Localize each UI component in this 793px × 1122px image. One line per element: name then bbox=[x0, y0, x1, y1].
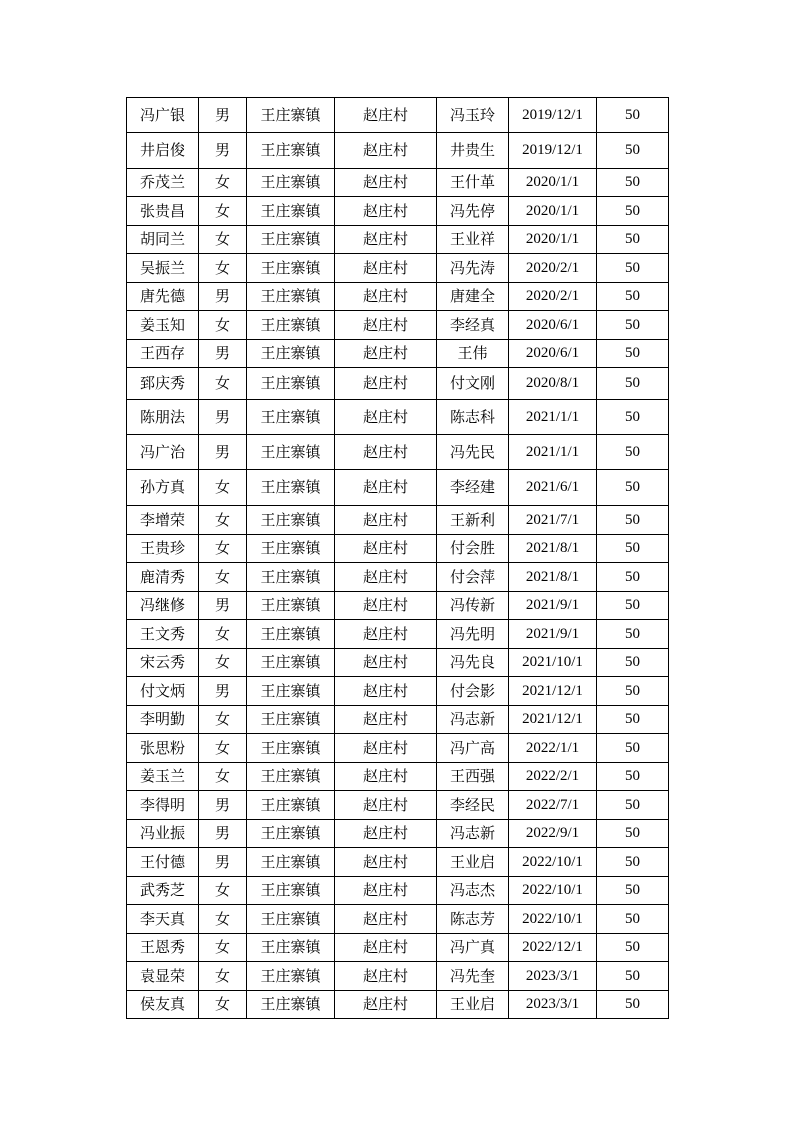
cell-start-date: 2019/12/1 bbox=[509, 133, 597, 169]
cell-village: 赵庄村 bbox=[335, 470, 437, 506]
cell-start-date: 2020/2/1 bbox=[509, 254, 597, 283]
cell-amount: 50 bbox=[597, 592, 669, 620]
cell-guardian: 陈志科 bbox=[437, 400, 509, 435]
cell-town: 王庄寨镇 bbox=[247, 820, 335, 848]
cell-name: 唐先德 bbox=[127, 283, 199, 311]
cell-name: 李增荣 bbox=[127, 506, 199, 535]
cell-gender: 女 bbox=[199, 620, 247, 649]
cell-village: 赵庄村 bbox=[335, 991, 437, 1019]
cell-amount: 50 bbox=[597, 535, 669, 563]
cell-village: 赵庄村 bbox=[335, 934, 437, 962]
cell-town: 王庄寨镇 bbox=[247, 169, 335, 197]
cell-name: 郅庆秀 bbox=[127, 368, 199, 400]
cell-name: 乔茂兰 bbox=[127, 169, 199, 197]
cell-gender: 女 bbox=[199, 734, 247, 763]
cell-town: 王庄寨镇 bbox=[247, 991, 335, 1019]
cell-village: 赵庄村 bbox=[335, 169, 437, 197]
table-row bbox=[127, 226, 669, 254]
table-row bbox=[127, 197, 669, 226]
cell-town: 王庄寨镇 bbox=[247, 563, 335, 592]
cell-village: 赵庄村 bbox=[335, 962, 437, 991]
cell-village: 赵庄村 bbox=[335, 649, 437, 677]
cell-amount: 50 bbox=[597, 400, 669, 435]
cell-start-date: 2020/1/1 bbox=[509, 226, 597, 254]
cell-name: 王付德 bbox=[127, 848, 199, 877]
cell-town: 王庄寨镇 bbox=[247, 848, 335, 877]
cell-village: 赵庄村 bbox=[335, 400, 437, 435]
cell-guardian: 冯先良 bbox=[437, 649, 509, 677]
cell-gender: 女 bbox=[199, 991, 247, 1019]
cell-name: 井启俊 bbox=[127, 133, 199, 169]
cell-name: 胡同兰 bbox=[127, 226, 199, 254]
table-row bbox=[127, 905, 669, 934]
cell-guardian: 王新利 bbox=[437, 506, 509, 535]
cell-village: 赵庄村 bbox=[335, 734, 437, 763]
cell-town: 王庄寨镇 bbox=[247, 254, 335, 283]
cell-name: 鹿清秀 bbox=[127, 563, 199, 592]
cell-amount: 50 bbox=[597, 98, 669, 133]
cell-start-date: 2020/6/1 bbox=[509, 340, 597, 368]
cell-town: 王庄寨镇 bbox=[247, 877, 335, 905]
cell-town: 王庄寨镇 bbox=[247, 592, 335, 620]
cell-gender: 女 bbox=[199, 169, 247, 197]
cell-amount: 50 bbox=[597, 133, 669, 169]
cell-name: 陈朋法 bbox=[127, 400, 199, 435]
cell-village: 赵庄村 bbox=[335, 368, 437, 400]
table-row bbox=[127, 563, 669, 592]
cell-village: 赵庄村 bbox=[335, 848, 437, 877]
cell-amount: 50 bbox=[597, 820, 669, 848]
table-row bbox=[127, 535, 669, 563]
cell-start-date: 2021/6/1 bbox=[509, 470, 597, 506]
cell-name: 武秀芝 bbox=[127, 877, 199, 905]
cell-village: 赵庄村 bbox=[335, 340, 437, 368]
cell-town: 王庄寨镇 bbox=[247, 791, 335, 820]
cell-village: 赵庄村 bbox=[335, 820, 437, 848]
cell-guardian: 冯先停 bbox=[437, 197, 509, 226]
cell-town: 王庄寨镇 bbox=[247, 435, 335, 470]
cell-guardian: 王业启 bbox=[437, 848, 509, 877]
cell-village: 赵庄村 bbox=[335, 311, 437, 340]
cell-amount: 50 bbox=[597, 905, 669, 934]
cell-amount: 50 bbox=[597, 706, 669, 734]
cell-guardian: 王西强 bbox=[437, 763, 509, 791]
cell-start-date: 2022/9/1 bbox=[509, 820, 597, 848]
cell-amount: 50 bbox=[597, 254, 669, 283]
cell-guardian: 王什革 bbox=[437, 169, 509, 197]
cell-guardian: 井贵生 bbox=[437, 133, 509, 169]
cell-guardian: 冯传新 bbox=[437, 592, 509, 620]
table-row bbox=[127, 98, 669, 133]
cell-town: 王庄寨镇 bbox=[247, 706, 335, 734]
cell-name: 姜玉知 bbox=[127, 311, 199, 340]
table-row bbox=[127, 283, 669, 311]
cell-village: 赵庄村 bbox=[335, 791, 437, 820]
table-row bbox=[127, 877, 669, 905]
cell-start-date: 2022/1/1 bbox=[509, 734, 597, 763]
cell-town: 王庄寨镇 bbox=[247, 340, 335, 368]
table-row bbox=[127, 340, 669, 368]
cell-gender: 女 bbox=[199, 311, 247, 340]
cell-name: 李明勤 bbox=[127, 706, 199, 734]
cell-town: 王庄寨镇 bbox=[247, 98, 335, 133]
cell-town: 王庄寨镇 bbox=[247, 962, 335, 991]
table-row bbox=[127, 991, 669, 1019]
cell-guardian: 李经建 bbox=[437, 470, 509, 506]
cell-amount: 50 bbox=[597, 848, 669, 877]
cell-start-date: 2021/9/1 bbox=[509, 592, 597, 620]
cell-amount: 50 bbox=[597, 169, 669, 197]
cell-start-date: 2020/8/1 bbox=[509, 368, 597, 400]
cell-amount: 50 bbox=[597, 934, 669, 962]
cell-village: 赵庄村 bbox=[335, 877, 437, 905]
table-row bbox=[127, 962, 669, 991]
cell-gender: 女 bbox=[199, 563, 247, 592]
cell-town: 王庄寨镇 bbox=[247, 763, 335, 791]
cell-town: 王庄寨镇 bbox=[247, 197, 335, 226]
cell-name: 袁显荣 bbox=[127, 962, 199, 991]
cell-name: 孙方真 bbox=[127, 470, 199, 506]
cell-town: 王庄寨镇 bbox=[247, 283, 335, 311]
table-row bbox=[127, 169, 669, 197]
cell-guardian: 冯先涛 bbox=[437, 254, 509, 283]
cell-gender: 男 bbox=[199, 791, 247, 820]
cell-gender: 女 bbox=[199, 470, 247, 506]
cell-village: 赵庄村 bbox=[335, 592, 437, 620]
cell-start-date: 2022/10/1 bbox=[509, 877, 597, 905]
cell-amount: 50 bbox=[597, 763, 669, 791]
table-row bbox=[127, 706, 669, 734]
cell-village: 赵庄村 bbox=[335, 620, 437, 649]
cell-guardian: 冯志杰 bbox=[437, 877, 509, 905]
table-row bbox=[127, 677, 669, 706]
cell-start-date: 2022/10/1 bbox=[509, 905, 597, 934]
cell-amount: 50 bbox=[597, 435, 669, 470]
cell-amount: 50 bbox=[597, 649, 669, 677]
table-row bbox=[127, 848, 669, 877]
cell-start-date: 2021/1/1 bbox=[509, 435, 597, 470]
cell-gender: 女 bbox=[199, 763, 247, 791]
cell-start-date: 2023/3/1 bbox=[509, 962, 597, 991]
cell-gender: 女 bbox=[199, 506, 247, 535]
cell-name: 张思粉 bbox=[127, 734, 199, 763]
cell-guardian: 李经民 bbox=[437, 791, 509, 820]
cell-gender: 女 bbox=[199, 962, 247, 991]
cell-gender: 女 bbox=[199, 535, 247, 563]
table-row bbox=[127, 506, 669, 535]
cell-village: 赵庄村 bbox=[335, 435, 437, 470]
cell-amount: 50 bbox=[597, 620, 669, 649]
cell-village: 赵庄村 bbox=[335, 133, 437, 169]
cell-guardian: 王伟 bbox=[437, 340, 509, 368]
cell-start-date: 2022/12/1 bbox=[509, 934, 597, 962]
cell-guardian: 王业启 bbox=[437, 991, 509, 1019]
table-row bbox=[127, 763, 669, 791]
roster-table bbox=[126, 97, 669, 1019]
cell-village: 赵庄村 bbox=[335, 763, 437, 791]
cell-gender: 男 bbox=[199, 340, 247, 368]
cell-guardian: 冯志新 bbox=[437, 706, 509, 734]
cell-town: 王庄寨镇 bbox=[247, 677, 335, 706]
cell-name: 冯广银 bbox=[127, 98, 199, 133]
cell-guardian: 冯先民 bbox=[437, 435, 509, 470]
cell-gender: 女 bbox=[199, 197, 247, 226]
cell-start-date: 2021/7/1 bbox=[509, 506, 597, 535]
cell-start-date: 2020/1/1 bbox=[509, 197, 597, 226]
cell-guardian: 冯广真 bbox=[437, 934, 509, 962]
table-row bbox=[127, 934, 669, 962]
cell-gender: 女 bbox=[199, 905, 247, 934]
cell-town: 王庄寨镇 bbox=[247, 470, 335, 506]
cell-amount: 50 bbox=[597, 197, 669, 226]
cell-town: 王庄寨镇 bbox=[247, 934, 335, 962]
cell-gender: 女 bbox=[199, 877, 247, 905]
cell-amount: 50 bbox=[597, 962, 669, 991]
cell-amount: 50 bbox=[597, 368, 669, 400]
cell-amount: 50 bbox=[597, 506, 669, 535]
table-row bbox=[127, 133, 669, 169]
cell-gender: 男 bbox=[199, 592, 247, 620]
cell-name: 侯友真 bbox=[127, 991, 199, 1019]
cell-guardian: 付会萍 bbox=[437, 563, 509, 592]
cell-town: 王庄寨镇 bbox=[247, 400, 335, 435]
cell-town: 王庄寨镇 bbox=[247, 620, 335, 649]
cell-gender: 男 bbox=[199, 677, 247, 706]
cell-amount: 50 bbox=[597, 677, 669, 706]
cell-amount: 50 bbox=[597, 991, 669, 1019]
cell-gender: 男 bbox=[199, 848, 247, 877]
cell-start-date: 2021/10/1 bbox=[509, 649, 597, 677]
cell-amount: 50 bbox=[597, 340, 669, 368]
cell-name: 付文炳 bbox=[127, 677, 199, 706]
cell-village: 赵庄村 bbox=[335, 506, 437, 535]
cell-amount: 50 bbox=[597, 563, 669, 592]
cell-village: 赵庄村 bbox=[335, 535, 437, 563]
table-row bbox=[127, 311, 669, 340]
cell-start-date: 2021/12/1 bbox=[509, 677, 597, 706]
table-row bbox=[127, 734, 669, 763]
cell-gender: 女 bbox=[199, 226, 247, 254]
cell-start-date: 2022/2/1 bbox=[509, 763, 597, 791]
cell-guardian: 付文刚 bbox=[437, 368, 509, 400]
cell-gender: 男 bbox=[199, 820, 247, 848]
cell-name: 王文秀 bbox=[127, 620, 199, 649]
cell-start-date: 2021/1/1 bbox=[509, 400, 597, 435]
cell-gender: 女 bbox=[199, 254, 247, 283]
cell-guardian: 唐建全 bbox=[437, 283, 509, 311]
cell-amount: 50 bbox=[597, 877, 669, 905]
table-row bbox=[127, 368, 669, 400]
table-row bbox=[127, 649, 669, 677]
cell-start-date: 2019/12/1 bbox=[509, 98, 597, 133]
cell-guardian: 陈志芳 bbox=[437, 905, 509, 934]
cell-name: 张贵昌 bbox=[127, 197, 199, 226]
table-row bbox=[127, 620, 669, 649]
cell-guardian: 冯先明 bbox=[437, 620, 509, 649]
cell-village: 赵庄村 bbox=[335, 706, 437, 734]
cell-gender: 男 bbox=[199, 435, 247, 470]
cell-name: 王恩秀 bbox=[127, 934, 199, 962]
cell-guardian: 王业祥 bbox=[437, 226, 509, 254]
cell-guardian: 冯玉玲 bbox=[437, 98, 509, 133]
cell-start-date: 2023/3/1 bbox=[509, 991, 597, 1019]
cell-name: 李得明 bbox=[127, 791, 199, 820]
cell-gender: 男 bbox=[199, 98, 247, 133]
cell-start-date: 2021/12/1 bbox=[509, 706, 597, 734]
cell-village: 赵庄村 bbox=[335, 197, 437, 226]
cell-start-date: 2022/10/1 bbox=[509, 848, 597, 877]
cell-gender: 女 bbox=[199, 368, 247, 400]
cell-guardian: 李经真 bbox=[437, 311, 509, 340]
table-row bbox=[127, 592, 669, 620]
cell-name: 李天真 bbox=[127, 905, 199, 934]
cell-gender: 男 bbox=[199, 133, 247, 169]
cell-town: 王庄寨镇 bbox=[247, 649, 335, 677]
cell-village: 赵庄村 bbox=[335, 98, 437, 133]
cell-village: 赵庄村 bbox=[335, 563, 437, 592]
cell-name: 姜玉兰 bbox=[127, 763, 199, 791]
cell-start-date: 2022/7/1 bbox=[509, 791, 597, 820]
table-row bbox=[127, 435, 669, 470]
cell-name: 吴振兰 bbox=[127, 254, 199, 283]
table-row bbox=[127, 470, 669, 506]
cell-gender: 男 bbox=[199, 283, 247, 311]
cell-town: 王庄寨镇 bbox=[247, 905, 335, 934]
cell-amount: 50 bbox=[597, 226, 669, 254]
cell-start-date: 2020/2/1 bbox=[509, 283, 597, 311]
cell-name: 宋云秀 bbox=[127, 649, 199, 677]
cell-guardian: 付会影 bbox=[437, 677, 509, 706]
cell-name: 冯业振 bbox=[127, 820, 199, 848]
cell-start-date: 2020/1/1 bbox=[509, 169, 597, 197]
cell-amount: 50 bbox=[597, 470, 669, 506]
cell-village: 赵庄村 bbox=[335, 905, 437, 934]
cell-amount: 50 bbox=[597, 734, 669, 763]
table-row bbox=[127, 254, 669, 283]
cell-start-date: 2021/8/1 bbox=[509, 535, 597, 563]
roster-body bbox=[127, 98, 669, 1019]
cell-start-date: 2021/8/1 bbox=[509, 563, 597, 592]
table-row bbox=[127, 400, 669, 435]
cell-town: 王庄寨镇 bbox=[247, 535, 335, 563]
cell-town: 王庄寨镇 bbox=[247, 368, 335, 400]
cell-gender: 女 bbox=[199, 649, 247, 677]
cell-start-date: 2020/6/1 bbox=[509, 311, 597, 340]
cell-name: 王贵珍 bbox=[127, 535, 199, 563]
cell-amount: 50 bbox=[597, 311, 669, 340]
cell-town: 王庄寨镇 bbox=[247, 734, 335, 763]
cell-town: 王庄寨镇 bbox=[247, 133, 335, 169]
cell-name: 冯广治 bbox=[127, 435, 199, 470]
table-row bbox=[127, 820, 669, 848]
cell-gender: 女 bbox=[199, 706, 247, 734]
cell-village: 赵庄村 bbox=[335, 283, 437, 311]
cell-town: 王庄寨镇 bbox=[247, 311, 335, 340]
cell-guardian: 付会胜 bbox=[437, 535, 509, 563]
cell-village: 赵庄村 bbox=[335, 254, 437, 283]
cell-guardian: 冯先奎 bbox=[437, 962, 509, 991]
cell-gender: 男 bbox=[199, 400, 247, 435]
cell-town: 王庄寨镇 bbox=[247, 226, 335, 254]
cell-amount: 50 bbox=[597, 791, 669, 820]
cell-guardian: 冯志新 bbox=[437, 820, 509, 848]
table-row bbox=[127, 791, 669, 820]
cell-name: 王西存 bbox=[127, 340, 199, 368]
cell-amount: 50 bbox=[597, 283, 669, 311]
cell-guardian: 冯广高 bbox=[437, 734, 509, 763]
cell-start-date: 2021/9/1 bbox=[509, 620, 597, 649]
cell-name: 冯继修 bbox=[127, 592, 199, 620]
cell-village: 赵庄村 bbox=[335, 677, 437, 706]
cell-village: 赵庄村 bbox=[335, 226, 437, 254]
cell-town: 王庄寨镇 bbox=[247, 506, 335, 535]
cell-gender: 女 bbox=[199, 934, 247, 962]
